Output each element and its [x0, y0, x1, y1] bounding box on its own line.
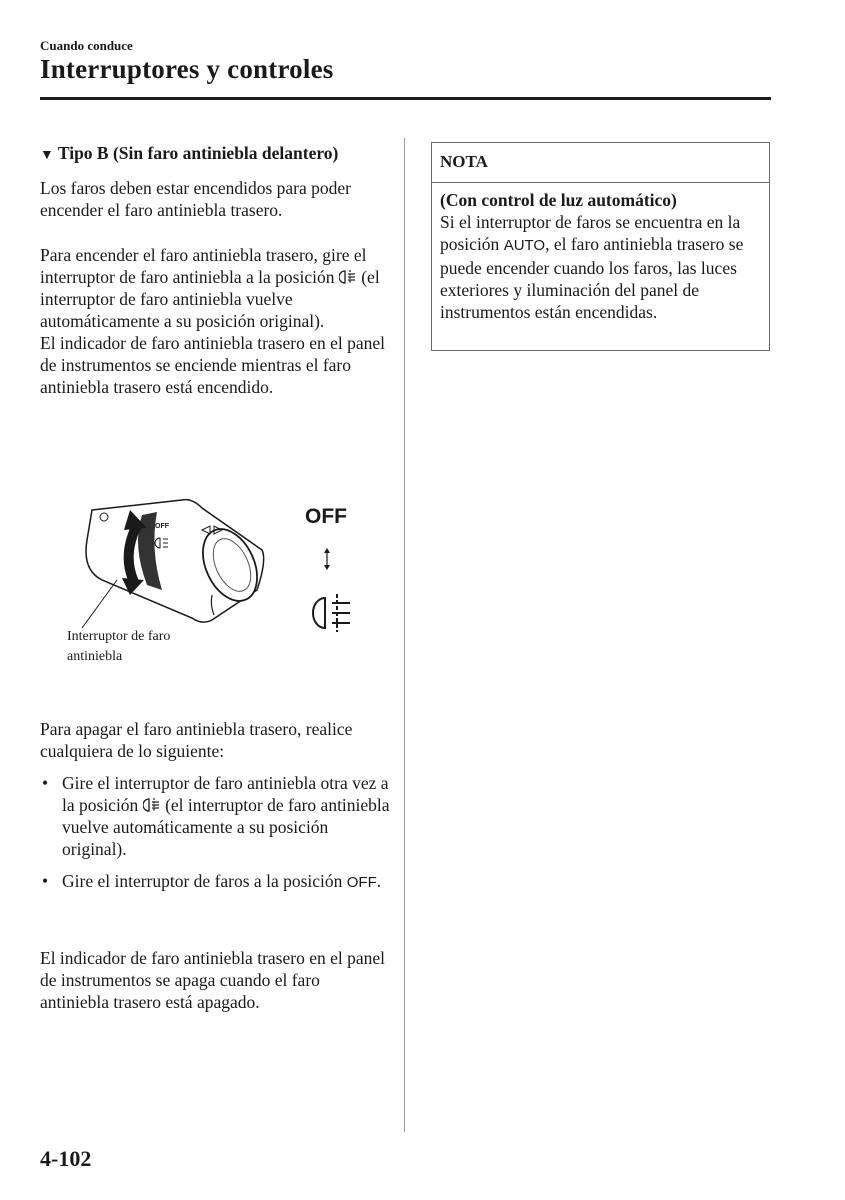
- paragraph-prereq: Los faros deben estar encendidos para poder encender el faro antiniebla trasero.: [40, 178, 351, 220]
- paragraph-turn-on: Para encender el faro antiniebla trasero, gire el interruptor de faro antiniebla a la posición (el interruptor de faro antiniebla vuelve automáticamente a su posición original). El indicador de faro antiniebla trasero en el panel de instrumentos se enciende mientras el faro antiniebla trasero está encendido.: [40, 244, 390, 398]
- column-divider: [404, 138, 405, 1132]
- bullet-list: [40, 772, 390, 904]
- note-body: [440, 189, 765, 323]
- auto-word: AUTO: [503, 237, 546, 254]
- figure-caption: Interruptor de faro antiniebla: [67, 629, 171, 664]
- note-heading: NOTA: [432, 143, 769, 183]
- triangle-down-icon: ▼: [40, 148, 54, 163]
- off-position-label: OFF: [305, 505, 347, 528]
- rear-fog-light-icon: [339, 269, 357, 285]
- bullet-dot-icon: •: [42, 773, 49, 793]
- list-item: • Gire el interruptor de faros a la posición OFF.: [42, 871, 382, 891]
- note-text: Si el interruptor de faros se encuentra en la posición AUTO, el faro antiniebla trasero se puede encender cuando los faros, las luces exteriores y iluminación del panel de instrumentos están encendidas.: [440, 212, 744, 322]
- rear-fog-light-icon: [143, 797, 161, 813]
- page-title: Interruptores y controles: [40, 54, 334, 84]
- switch-off-marking: OFF: [155, 523, 169, 530]
- title-rule: [40, 97, 771, 100]
- section-label: Cuando conduce: [40, 38, 133, 53]
- note-box: [431, 142, 770, 351]
- paragraph-indicator-off: El indicador de faro antiniebla trasero en el panel de instrumentos se apaga cuando el faro antiniebla trasero está apagado.: [40, 948, 385, 1012]
- note-subheading: (Con control de luz automático): [440, 190, 677, 210]
- bullet-dot-icon: •: [42, 871, 49, 891]
- list-item: • Gire el interruptor de faro antiniebla otra vez a la posición (el interruptor de faro antiniebla vuelve automáticamente a su posición original).: [42, 773, 390, 859]
- page-number: 4-102: [40, 1146, 92, 1171]
- off-word: OFF: [346, 874, 377, 891]
- paragraph-turn-off: Para apagar el faro antiniebla trasero, realice cualquiera de lo siguiente:: [40, 719, 353, 761]
- paragraph-indicator-on: El indicador de faro antiniebla trasero en el panel de instrumentos se enciende mientras el faro antiniebla trasero está encendido.: [40, 333, 385, 397]
- rear-fog-light-large-icon: [313, 594, 350, 632]
- subsection-heading: ▼ Tipo B (Sin faro antiniebla delantero): [40, 143, 339, 163]
